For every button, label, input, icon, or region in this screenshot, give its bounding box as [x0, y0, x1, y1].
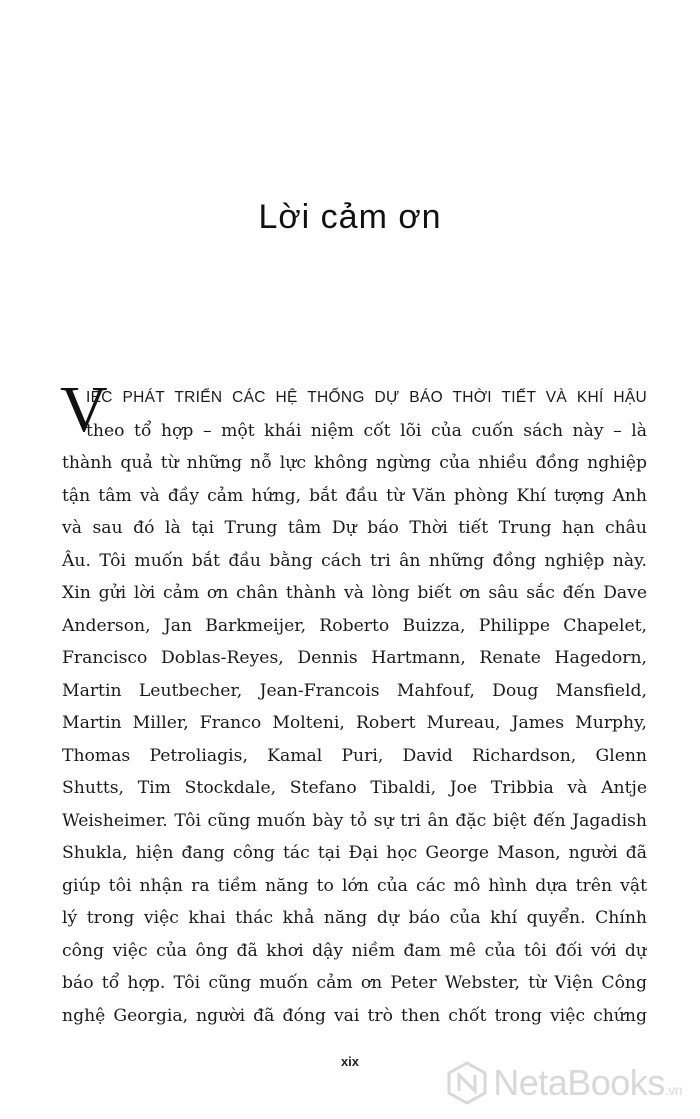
- text-line: nghệ Georgia, người đã đóng vai trò then chốt trong việc chứng: [62, 1005, 647, 1026]
- text-line: Xin gửi lời cảm ơn chân thành và lòng biết ơn sâu sắc đến Dave: [62, 583, 647, 603]
- page-number: xix: [340, 1054, 360, 1069]
- text-line: IỆC PHÁT TRIỂN CÁC HỆ THỐNG DỰ BÁO THỜI TIẾT VÀ KHÍ HẬU: [86, 389, 647, 406]
- text-line: Âu. Tôi muốn bắt đầu bằng cách tri ân những đồng nghiệp này.: [62, 550, 647, 571]
- text-line: Shukla, hiện đang công tác tại Đại học George Mason, người đã: [62, 843, 647, 863]
- drop-cap: V: [60, 373, 108, 446]
- text-line: tận tâm và đầy cảm hứng, bắt đầu từ Văn phòng Khí tượng Anh: [62, 485, 647, 506]
- text-line: giúp tôi nhận ra tiềm năng to lớn của các mô hình dựa trên vật: [62, 875, 647, 896]
- netabooks-logo-icon: [447, 1061, 487, 1105]
- text-line: báo tổ hợp. Tôi cũng muốn cảm ơn Peter Webster, từ Viện Công: [62, 973, 647, 993]
- body-paragraph: [60, 373, 647, 1032]
- chapter-title: Lời cảm ơn: [258, 198, 442, 236]
- watermark: [447, 1061, 682, 1105]
- text-line: lý trong việc khai thác khả năng dự báo của khí quyển. Chính: [62, 908, 647, 928]
- text-line: Thomas Petroliagis, Kamal Puri, David Richardson, Glenn: [62, 745, 647, 766]
- watermark-text: [493, 1062, 682, 1104]
- watermark-brand: NetaBooks: [493, 1062, 665, 1103]
- text-line: Francisco Doblas-Reyes, Dennis Hartmann, Renate Hagedorn,: [62, 648, 647, 668]
- text-line: theo tổ hợp – một khái niệm cốt lõi của cuốn sách này – là: [86, 420, 647, 441]
- text-line: Weisheimer. Tôi cũng muốn bày tỏ sự tri ân đặc biệt đến Jagadish: [62, 810, 647, 831]
- watermark-suffix: .vn: [664, 1082, 682, 1098]
- text-line: công việc của ông đã khơi dậy niềm đam mê của tôi đối với dự: [62, 940, 647, 961]
- text-line: Martin Miller, Franco Molteni, Robert Mureau, James Murphy,: [62, 713, 647, 733]
- text-line: Anderson, Jan Barkmeijer, Roberto Buizza, Philippe Chapelet,: [62, 615, 647, 636]
- text-line: Shutts, Tim Stockdale, Stefano Tibaldi, Joe Tribbia và Antje: [62, 778, 647, 798]
- text-line: và sau đó là tại Trung tâm Dự báo Thời tiết Trung hạn châu: [62, 518, 647, 538]
- text-line: Martin Leutbecher, Jean-Francois Mahfouf, Doug Mansfield,: [62, 680, 647, 701]
- text-line: thành quả từ những nỗ lực không ngừng của nhiều đồng nghiệp: [62, 453, 647, 473]
